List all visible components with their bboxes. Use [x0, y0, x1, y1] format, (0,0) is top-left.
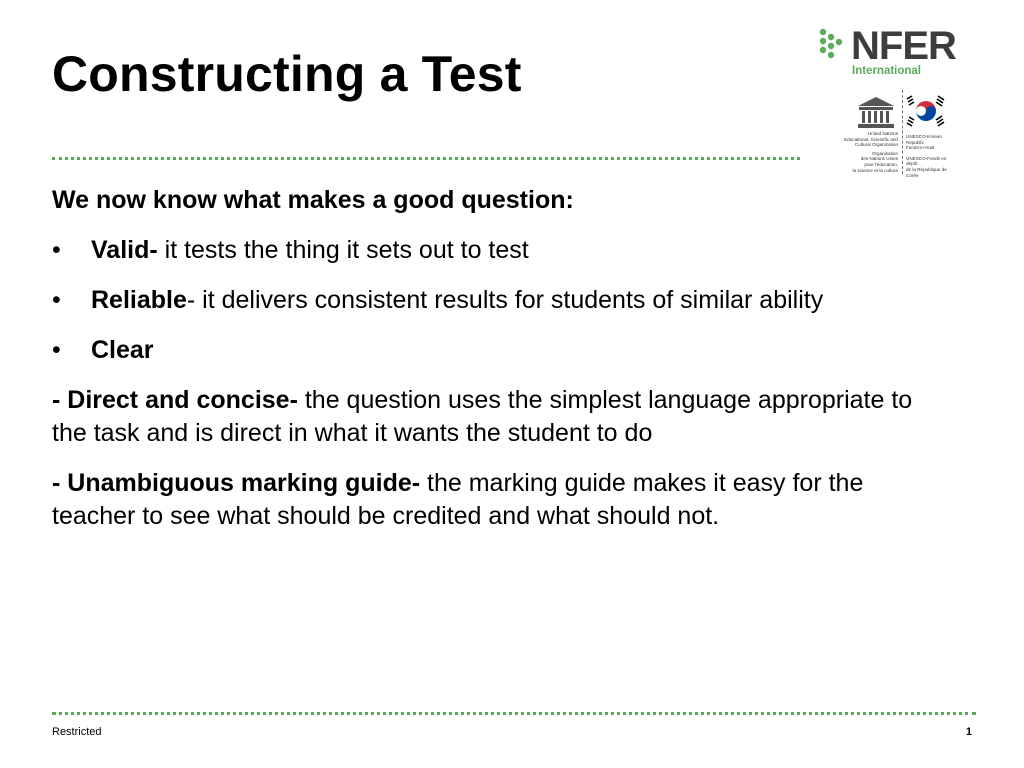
- bullet-term: Clear: [91, 336, 154, 364]
- slide-title: Constructing a Test: [52, 46, 522, 102]
- bottom-dotted-divider: [52, 712, 976, 715]
- footer-classification: Restricted: [52, 726, 102, 738]
- unesco-right-line: UNESCO-Fonds en dépôt: [906, 155, 947, 167]
- unesco-left-line: Cultural Organization: [854, 142, 898, 148]
- unesco-left-line: des Nations Unies: [860, 156, 898, 162]
- unesco-left-line: la science et la culture: [852, 167, 898, 173]
- unesco-temple-icon: [856, 96, 896, 130]
- criteria-text: the marking guide makes it easy for the teacher to see what should be credited and what should not.: [52, 469, 864, 530]
- bullet-text: - it delivers consistent results for students of similar ability: [186, 286, 824, 314]
- top-dotted-divider: [52, 157, 800, 160]
- unesco-left-line: Educational, Scientific and: [844, 136, 898, 142]
- korea-flag-icon: [904, 94, 948, 128]
- lead-text: We now know what makes a good question:: [52, 186, 574, 214]
- bullet-icon: •: [52, 236, 61, 264]
- unesco-left-line: Organisation: [871, 150, 898, 156]
- unesco-left-line: United Nations: [867, 131, 898, 136]
- unesco-right-line: de la République de Corée: [906, 166, 947, 178]
- bullet-item: [52, 284, 952, 317]
- slide-body: [52, 184, 952, 550]
- criteria-term: - Unambiguous marking guide-: [52, 469, 421, 497]
- unesco-right-line: Funds-in-trust: [906, 145, 935, 151]
- page-number: 1: [965, 726, 972, 738]
- bullet-term: Valid-: [91, 236, 158, 264]
- criteria-term: - Direct and concise-: [52, 386, 298, 414]
- unesco-right-line: UNESCO-Korean Republic: [906, 134, 942, 145]
- criteria-paragraph: [52, 467, 952, 533]
- nfer-dots-icon: [818, 28, 848, 62]
- bullet-text: it tests the thing it sets out to test: [157, 236, 529, 264]
- criteria-paragraph: [52, 384, 952, 450]
- bullet-term: Reliable: [91, 286, 187, 314]
- unesco-korea-logo: [834, 88, 954, 176]
- nfer-logo: [818, 26, 978, 78]
- nfer-logo-sub: International: [852, 65, 922, 77]
- bullet-icon: •: [52, 286, 61, 314]
- unesco-left-line: pour l'éducation,: [864, 161, 898, 167]
- bullet-item: [52, 234, 952, 267]
- bullet-icon: •: [52, 336, 61, 364]
- bullet-item: [52, 334, 952, 367]
- nfer-logo-word: NFER: [851, 24, 956, 68]
- criteria-text: the question uses the simplest language appropriate to the task and is direct in what it wants the student to do: [52, 386, 913, 447]
